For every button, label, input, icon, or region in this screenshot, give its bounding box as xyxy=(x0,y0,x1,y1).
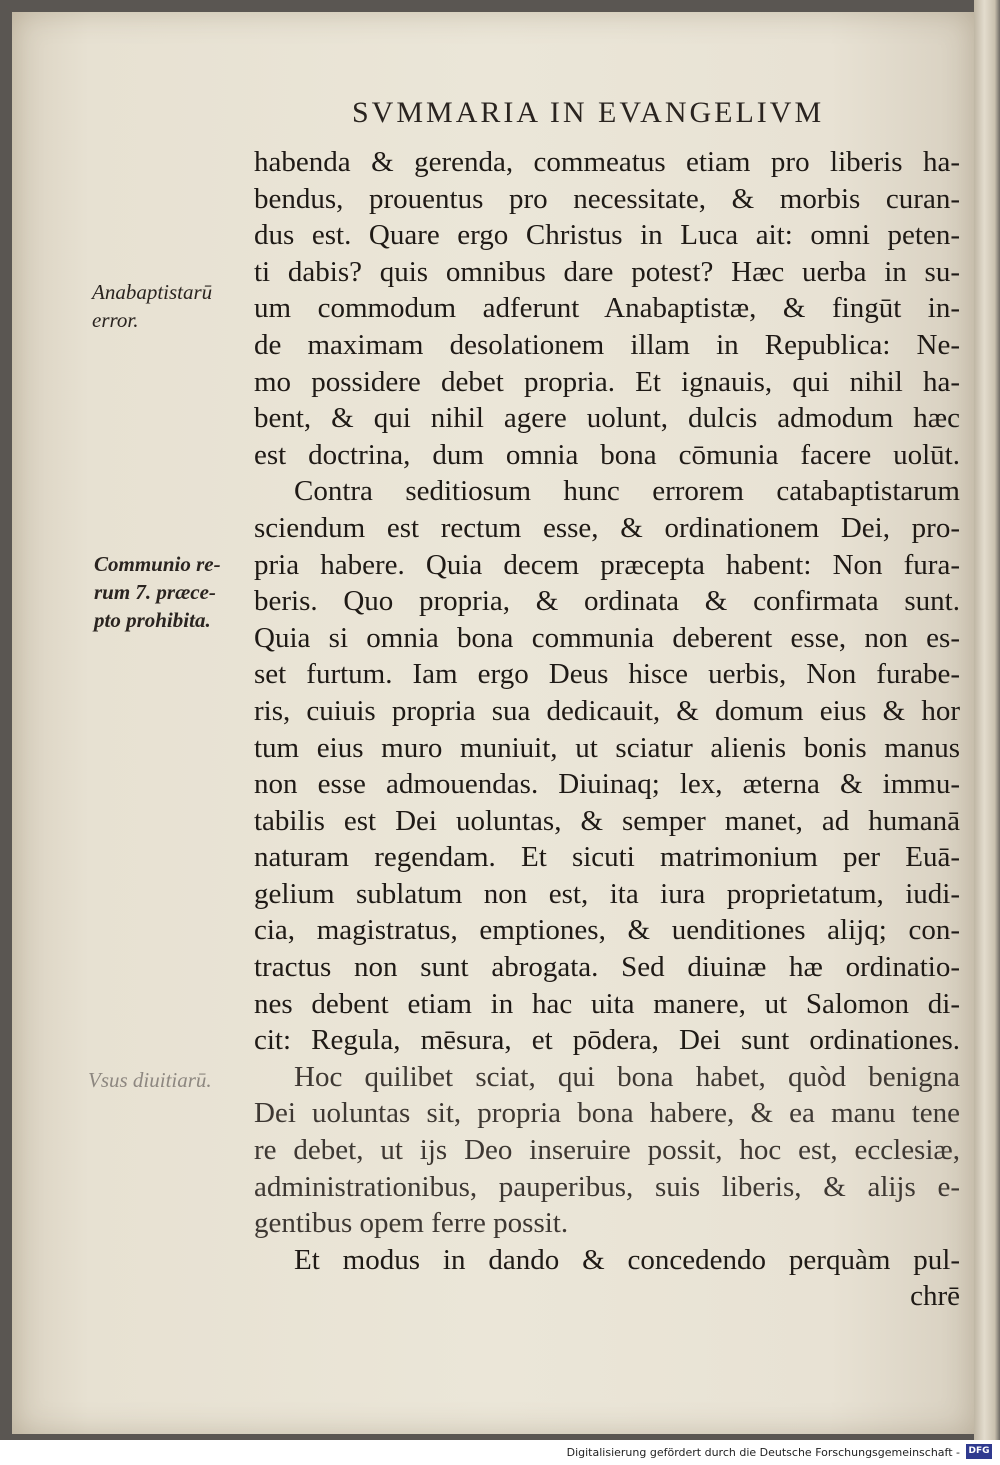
catchword: chrē xyxy=(910,1280,960,1313)
margin-note-communio-rerum xyxy=(94,550,221,634)
text-line: beris. Quo propria, & ordinata & confirmata sunt. xyxy=(254,585,960,618)
running-head: SVMMARIA IN EVANGELIVM xyxy=(352,96,825,129)
footer-bar xyxy=(0,1440,1000,1465)
margin-note-line: Anabaptistarū xyxy=(92,280,213,304)
text-line: gentibus opem ferre possit. xyxy=(254,1207,569,1240)
text-line: ti dabis? quis omnibus dare potest? Hæc uerba in su- xyxy=(254,255,960,288)
body-text xyxy=(254,144,960,1315)
margin-note-line: Vsus diuitiarū. xyxy=(88,1068,212,1092)
text-line: tum eius muro muniuit, ut sciatur alienis bonis manus xyxy=(254,731,960,764)
margin-note-line: pto prohibita. xyxy=(94,608,211,632)
text-line: ris, cuiuis propria sua dedicauit, & domum eius & hor xyxy=(254,694,960,727)
text-line: bent, & qui nihil agere uolunt, dulcis admodum hæc xyxy=(254,402,960,435)
text-line: Et modus in dando & concedendo perquàm pul- xyxy=(294,1243,960,1276)
text-line: est doctrina, dum omnia bona cōmunia facere uolūt. xyxy=(254,438,960,471)
text-line: Quia si omnia bona communia deberent esse, non es- xyxy=(254,621,960,654)
text-line: Contra seditiosum hunc errorem catabaptistarum xyxy=(294,475,960,508)
margin-note-line: Communio re- xyxy=(94,552,221,576)
text-line: Hoc quilibet sciat, qui bona habet, quòd benigna xyxy=(294,1060,960,1093)
text-line: administrationibus, pauperibus, suis liberis, & alijs e- xyxy=(254,1170,960,1203)
funding-credit: Digitalisierung gefördert durch die Deutsche Forschungsgemeinschaft - xyxy=(566,1446,960,1459)
text-line: pria habere. Quia decem præcepta habent: Non fura- xyxy=(254,548,960,581)
text-line: sciendum est rectum esse, & ordinationem Dei, pro- xyxy=(254,511,960,544)
text-line: Dei uoluntas sit, propria bona habere, & ea manu tene xyxy=(254,1097,960,1130)
page-fore-edge xyxy=(974,0,1000,1440)
margin-note-line: error. xyxy=(92,308,139,332)
text-line: tabilis est Dei uoluntas, & semper manet, ad humanā xyxy=(254,804,960,837)
margin-note-line: rum 7. præce- xyxy=(94,580,216,604)
text-line: cia, magistratus, emptiones, & uenditiones alijq; con- xyxy=(254,914,960,947)
text-line: nes debent etiam in hac uita manere, ut Salomon di- xyxy=(254,987,960,1020)
page-leaf xyxy=(12,12,974,1434)
text-line: dus est. Quare ergo Christus in Luca ait: omni peten- xyxy=(254,219,960,252)
margin-note-anabaptist-error xyxy=(92,278,212,334)
dfg-logo: DFG xyxy=(966,1444,992,1459)
text-line: re debet, ut ijs Deo inseruire possit, hoc est, ecclesiæ, xyxy=(254,1134,960,1167)
text-line: um commodum adferunt Anabaptistæ, & fingūt in- xyxy=(254,292,960,325)
text-line: set furtum. Iam ergo Deus hisce uerbis, Non furabe- xyxy=(254,658,960,691)
text-line: gelium sublatum non est, ita iura proprietatum, iudi- xyxy=(254,877,960,910)
margin-note-usus-diuitiarum xyxy=(88,1066,212,1094)
text-line: mo possidere debet propria. Et ignauis, qui nihil ha- xyxy=(254,365,960,398)
text-line: habenda & gerenda, commeatus etiam pro liberis ha- xyxy=(254,146,960,178)
text-line: cit: Regula, mēsura, et pōdera, Dei sunt ordinationes. xyxy=(254,1024,960,1057)
text-line: naturam regendam. Et sicuti matrimonium per Euā- xyxy=(254,841,960,874)
text-line: bendus, prouentus pro necessitate, & morbis curan- xyxy=(254,182,960,215)
text-line: non esse admouendas. Diuinaq; lex, æterna & immu- xyxy=(254,768,960,801)
text-line: de maximam desolationem illam in Republica: Ne- xyxy=(254,328,960,361)
text-line: tractus non sunt abrogata. Sed diuinæ hæ ordinatio- xyxy=(254,951,960,984)
